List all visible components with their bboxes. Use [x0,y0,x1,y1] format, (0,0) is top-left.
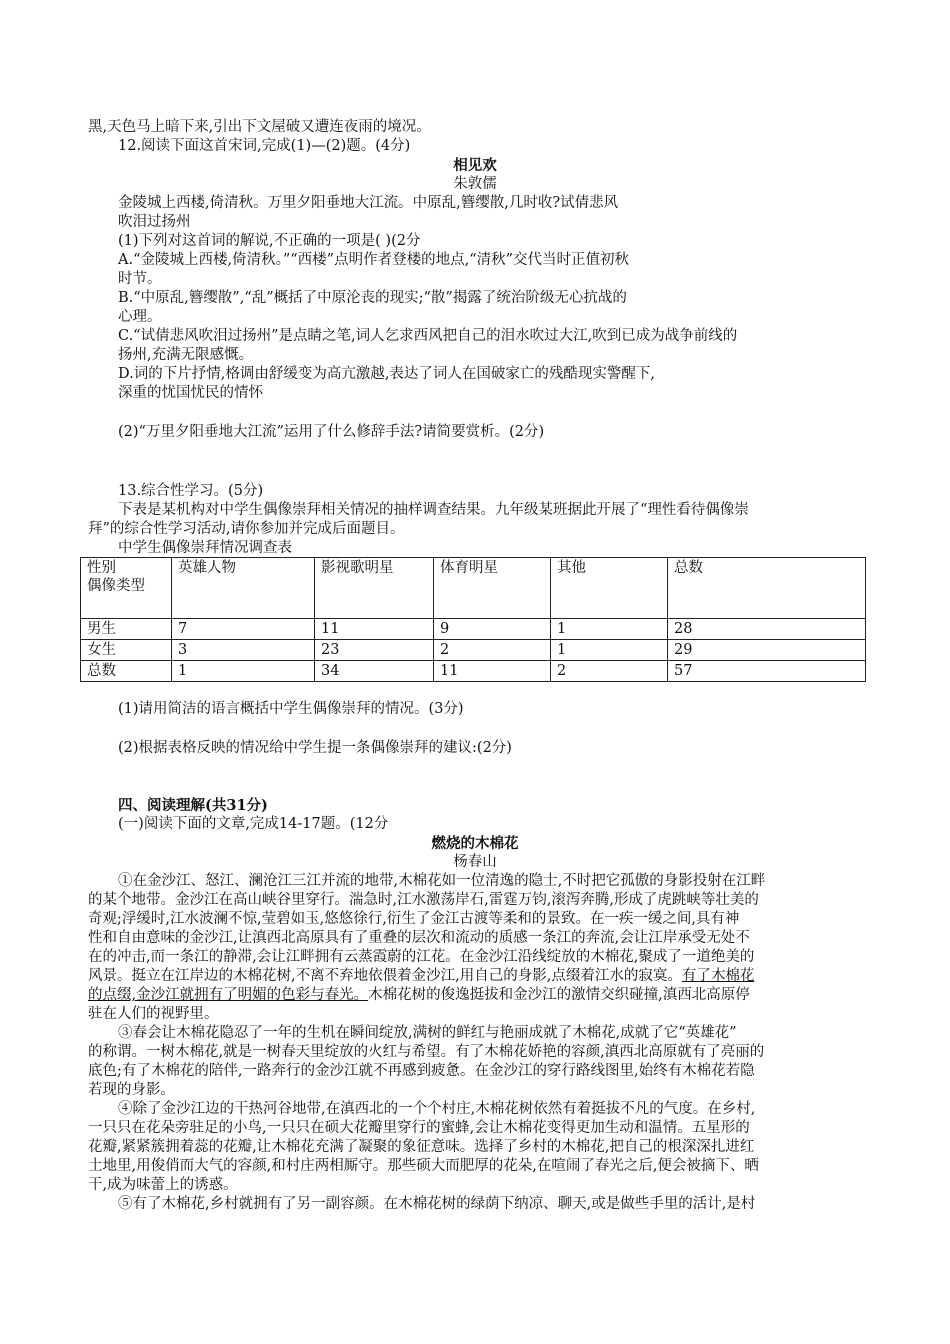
table-cell: 男生 [81,619,172,640]
table-cell: 28 [668,619,866,640]
paragraph-line: 性和自由意味的金沙江,让滇西北高原具有了重叠的层次和流动的质感一条江的奔流,会让江岸承受无处不 [88,930,750,946]
paragraph-line: 的某个地带。金沙江在高山峡谷里穿行。湍急时,江水激荡岸石,雷霆万钧,滚泻奔腾,形成了虎跳峡等壮美的 [88,892,759,908]
paragraph-line: ①在金沙江、怒江、澜沧江三江并流的地带,木棉花如一位清逸的隐士,不时把它孤傲的身影投射在江畔 [118,873,766,889]
table-cell: 9 [434,619,551,640]
header-cell: 英雄人物 [172,558,315,619]
table-cell: 57 [668,661,866,682]
poem-title: 相见欢 [453,157,497,174]
table-row [81,640,866,661]
option-b-cont: 心理。 [118,309,162,325]
paragraph-line: 若现的身影。 [88,1082,175,1098]
paragraph-line: 底色;有了木棉花的陪伴,一路奔行的金沙江就不再感到疲惫。在金沙江的穿行路线图里,始终有木棉花若隐 [88,1063,755,1079]
paragraph-line [88,986,750,1005]
paragraph-line: ⑤有了木棉花,乡村就拥有了另一副容颜。在木棉花树的绿荫下纳凉、聊天,或是做些手里的活计,是村 [118,1196,756,1212]
reading-instructions: (一)阅读下面的文章,完成14-17题。(12分 [118,816,389,832]
table-cell: 2 [551,661,668,682]
question-12-1: (1)下列对这首词的解说,不正确的一项是( )(2分 [118,233,421,249]
header-cell: 总数 [668,558,866,619]
paragraph-line: 的称谓。一树木棉花,就是一树春天里绽放的火红与希望。有了木棉花娇艳的容颜,滇西北高原就有了亮丽的 [88,1044,765,1060]
header-cell: 体育明星 [434,558,551,619]
question-12-heading: 12.阅读下面这首宋词,完成(1)—(2)题。(4分) [118,138,411,154]
option-d-cont: 深重的忧国忧民的情怀 [118,385,263,401]
question-13-intro: 下表是某机构对中学生偶像崇拜相关情况的抽样调查结果。九年级某班据此开展了“理性看待偶像崇 [118,502,749,518]
survey-table [80,557,866,682]
table-cell: 女生 [81,640,172,661]
question-12-2: (2)“万里夕阳垂地大江流”运用了什么修辞手法?请简要赏析。(2分) [118,424,545,440]
poem-text: 金陵城上西楼,倚清秋。万里夕阳垂地大江流。中原乱,簪缨散,几时收?试倩悲风 [118,195,619,211]
paragraph-line: ④除了金沙江边的干热河谷地带,在滇西北的一个个村庄,木棉花树依然有着挺拔不凡的气度。在乡村, [118,1101,756,1117]
table-row [81,661,866,682]
question-13-heading: 13.综合性学习。(5分) [118,483,264,499]
header-cell: 影视歌明星 [315,558,434,619]
underlined-sentence: 有了木棉花 [681,968,755,984]
table-cell: 1 [551,619,668,640]
table-cell: 11 [315,619,434,640]
table-cell: 2 [434,640,551,661]
option-a: A.“金陵城上西楼,倚清秋。”“西楼”点明作者登楼的地点,“清秋”交代当时正值初秋 [118,252,630,268]
table-cell: 23 [315,640,434,661]
option-a-cont: 时节。 [118,271,162,287]
question-13-intro-cont: 拜”的综合性学习活动,请你参加并完成后面题目。 [88,521,405,537]
option-c-cont: 扬州,充满无限感慨。 [118,347,254,363]
paragraph-line: 在的冲击,而一条江的静滞,会让江畔拥有云蒸霞蔚的江花。在金沙江沿线绽放的木棉花,聚成了一道绝美的 [88,949,755,965]
option-c: C.“试倩悲风吹泪过扬州”是点睛之笔,词人乞求西风把自己的泪水吹过大江,吹到已成为战争前线的 [118,328,738,344]
paragraph-line [88,967,754,986]
table-cell: 7 [172,619,315,640]
section-heading: 四、阅读理解(共31分) [118,797,268,814]
header-cell: 其他 [551,558,668,619]
table-cell: 3 [172,640,315,661]
paragraph-line: ③春会让木棉花隐忍了一年的生机在瞬间绽放,满树的鲜红与艳丽成就了木棉花,成就了它“英雄花” [118,1025,737,1041]
article-title: 燃烧的木棉花 [431,835,519,852]
article-author: 杨春山 [453,854,497,870]
table-caption: 中学生偶像崇拜情况调查表 [118,540,292,556]
paragraph-text: 木棉花树的俊逸挺拔和金沙江的激情交织碰撞,滇西北高原停 [368,987,750,1003]
table-row [81,619,866,640]
underlined-sentence: 的点缀,金沙江就拥有了明媚的色彩与春光。 [88,987,369,1003]
table-cell: 1 [551,640,668,661]
option-d: D.词的下片抒情,格调由舒缓变为高亢激越,表达了词人在国破家亡的残酷现实警醒下, [118,366,656,382]
paragraph-line: 花瓣,紧紧簇拥着蕊的花瓣,让木棉花充满了凝聚的象征意味。选择了乡村的木棉花,把自己的根深深扎进红 [88,1139,755,1155]
table-cell: 总数 [81,661,172,682]
paragraph-line: 土地里,用俊俏而大气的容颜,和村庄两相厮守。那些硕大而肥厚的花朵,在喧闹了春光之后,便会被摘下、晒 [88,1158,759,1174]
poem-author: 朱敦儒 [453,176,497,192]
table-cell: 29 [668,640,866,661]
paragraph-line: 干,成为味蕾上的诱惑。 [88,1177,238,1193]
header-cell: 性别 偶像类型 [81,558,172,619]
table-cell: 1 [172,661,315,682]
table-cell: 11 [434,661,551,682]
text-line: 黑,天色马上暗下来,引出下文屋破又遭连夜雨的境况。 [88,119,431,135]
option-b: B.“中原乱,簪缨散”,“乱”概括了中原沦丧的现实;“散”揭露了统治阶级无心抗战的 [118,290,627,306]
paragraph-line: 奇观;浮缓时,江水波澜不惊,莹碧如玉,悠悠徐行,衍生了金江古渡等柔和的景致。在一疾一缓之间,具有神 [88,911,740,927]
paragraph-text: 风景。挺立在江岸边的木棉花树,不离不弃地依偎着金沙江,用自己的身影,点缀着江水的寂寞。 [88,968,682,984]
paragraph-line: 驻在人们的视野里。 [88,1006,219,1022]
paragraph-line: 一只只在花朵旁驻足的小鸟,一只只在硕大花瓣里穿行的蜜蜂,会让木棉花变得更加生动和温情。五星形的 [88,1120,750,1136]
table-header-row [81,558,866,619]
poem-text: 吹泪过扬州 [118,214,191,230]
table-cell: 34 [315,661,434,682]
question-13-2: (2)根据表格反映的情况给中学生提一条偶像崇拜的建议:(2分) [118,740,512,756]
question-13-1: (1)请用简洁的语言概括中学生偶像崇拜的情况。(3分) [118,701,464,717]
